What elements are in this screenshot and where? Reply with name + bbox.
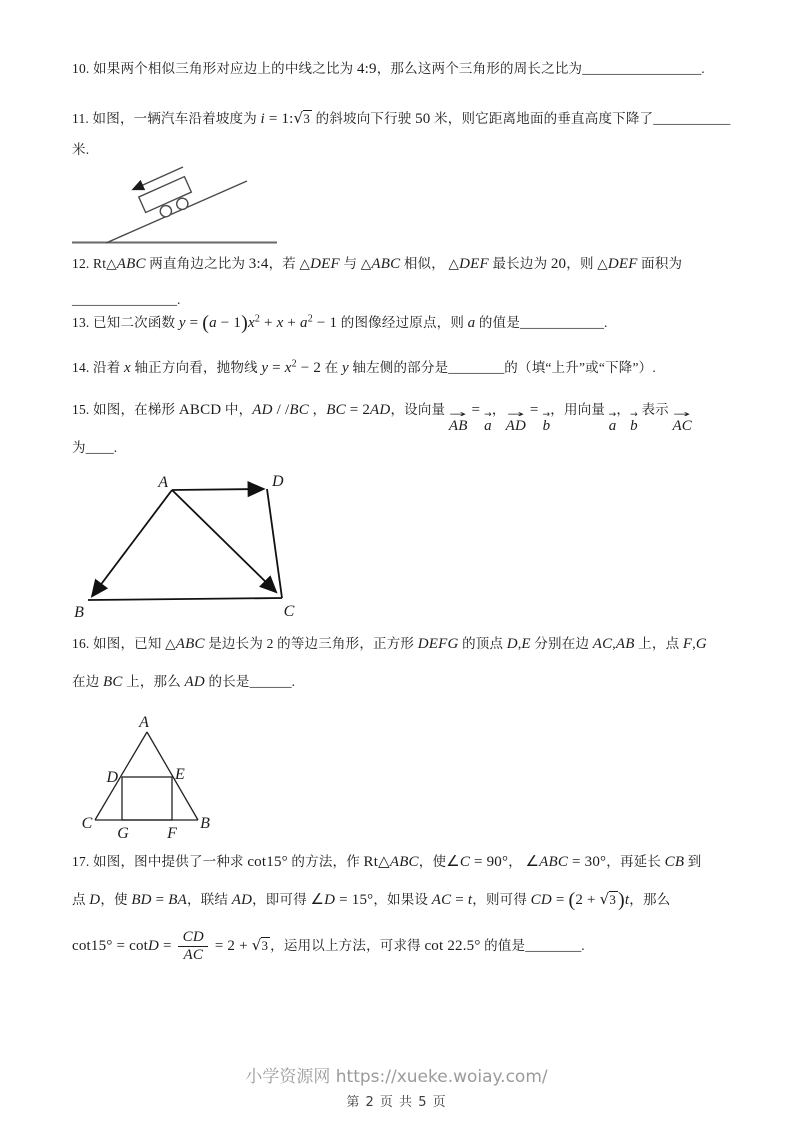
side-AC — [95, 732, 147, 820]
question-17-line-3: cot15° = cotD = $\frac{CD}{AC}$ = 2 + √3 ，运用以上方法，可求得 cot 22.5° 的值是________. — [72, 929, 585, 964]
question-12-line-1: 12. Rt△ABC 两直角边之比为 3:4，若 △DEF 与 △ABC 相似， △DEF 最长边为 20，则 △DEF 面积为 — [72, 256, 683, 272]
vertex-label-F: F — [167, 825, 177, 842]
triangle-square-diagram — [78, 710, 218, 850]
question-17-line-1: 17. 如图，图中提供了一种求 cot15° 的方法，作 Rt△ABC，使∠C = 90°， ∠ABC = 30°，再延长 CB 到 — [72, 854, 702, 870]
question-10-line-1: 10. 如果两个相似三角形对应边上的中线之比为 4:9，那么这两个三角形的周长之比为_________________. — [72, 61, 705, 77]
edge-DC — [267, 489, 282, 598]
car-slope-diagram — [70, 160, 282, 250]
vertex-label-G: G — [117, 825, 129, 842]
vertex-label-A: A — [158, 474, 168, 491]
vertex-label-C: C — [81, 815, 93, 832]
vertex-label-D: D — [272, 473, 284, 490]
question-16-line-1: 16. 如图，已知 △ABC 是边长为 2 的等边三角形，正方形 DEFG 的顶点 D,E 分别在边 AC,AB 上，点 F,G — [72, 636, 707, 652]
question-16-line-2: 在边 BC 上，那么 AD 的长是______. — [72, 674, 296, 690]
question-13-line-1: 13. 已知二次函数 $y = (a - 1)x^2 + x + a^2 - 1$ 的图像经过原点，则 a 的值是____________. — [72, 312, 608, 334]
vertex-label-C: C — [283, 603, 295, 620]
vertex-label-B: B — [74, 604, 84, 621]
question-14-line-1: 14. 沿着 x 轴正方向看，抛物线 $y = x^2 - 2$ 在 y 轴左侧的部分是________的（填“上升”或“下降”）. — [72, 358, 656, 376]
trapezoid-diagram — [68, 470, 318, 625]
footer-site-watermark: 小学资源网 https://xueke.woiay.com/ — [245, 1067, 548, 1087]
question-15-line-1: 15. 如图，在梯形 ABCD 中，AD / /BC ，BC = 2AD，设向量 → AB = → a ， → AD = → b ，用向量 → a ， → b 表示 → AC — [72, 402, 693, 434]
question-17-line-2: 点 D，使 BD = BA，联结 AD，即可得 ∠D = 15°，如果设 AC = t，则可得 CD = (2 + √3 )t，那么 — [72, 889, 671, 911]
edge-BC — [88, 598, 282, 600]
square-DEFG — [122, 777, 172, 820]
vertex-label-E: E — [175, 766, 185, 783]
edge-AD-arrow — [172, 489, 262, 490]
vertex-label-D: D — [106, 769, 118, 786]
question-11-line-1: 11. 如图，一辆汽车沿着坡度为 i = 1:√3 的斜坡向下行驶 50 米，则它距离地面的垂直高度下降了___________ — [72, 109, 731, 127]
question-12-line-2: _______________. — [72, 292, 181, 308]
question-11-line-2: 米. — [72, 142, 90, 157]
footer-page-number: 第 2 页 共 5 页 — [346, 1095, 447, 1110]
edge-AB-arrow — [93, 490, 172, 595]
question-15-line-2: 为____. — [72, 440, 118, 456]
vertex-label-A: A — [139, 714, 149, 731]
vertex-label-B: B — [200, 815, 210, 832]
diagonal-AC-arrow — [172, 490, 275, 591]
